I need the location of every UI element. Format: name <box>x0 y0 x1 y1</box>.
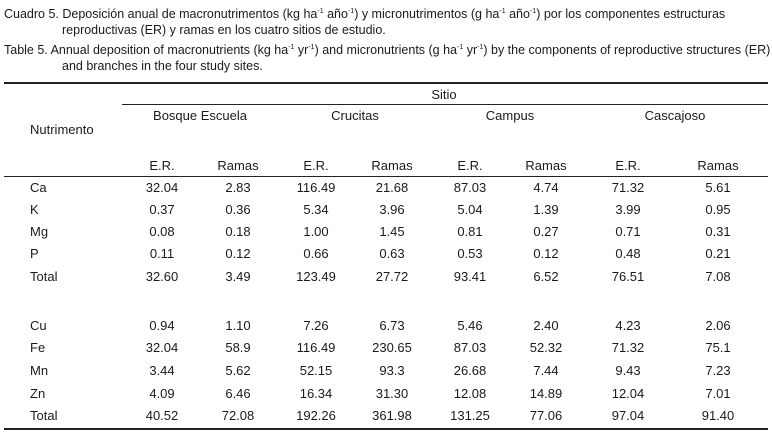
caption-superscript: -1 <box>288 44 295 51</box>
table-cell: 71.32 <box>611 180 645 195</box>
table-cell: 3.44 <box>149 363 175 378</box>
row-label: Mg <box>30 224 49 239</box>
caption-text: Table 5. Annual deposition of macronutrients (kg ha <box>4 43 289 57</box>
table-cell: 2.83 <box>225 180 251 195</box>
table-cell: 131.25 <box>450 408 490 423</box>
table-cell: 7.26 <box>303 318 329 333</box>
caption-spanish-line-2: reproductivas (ER) y ramas en los cuatro sitios de estudio. <box>62 23 386 37</box>
table-bottom-rule <box>4 428 768 430</box>
caption-superscript: -1 <box>529 8 537 15</box>
table-cell: 4.23 <box>615 318 641 333</box>
caption-text: yr <box>463 43 478 57</box>
table-cell: 2.40 <box>533 318 559 333</box>
column-subheader: Ramas <box>371 158 413 173</box>
table-cell: 0.94 <box>149 318 175 333</box>
caption-spanish-line-1 <box>4 6 768 22</box>
table-cell: 0.63 <box>379 246 405 261</box>
table-cell: 4.74 <box>533 180 559 195</box>
site-group-rule <box>122 104 768 105</box>
table-cell: 3.49 <box>225 269 251 284</box>
table-cell: 76.51 <box>611 269 645 284</box>
table-cell: 71.32 <box>611 340 645 355</box>
column-subheader: Ramas <box>217 158 259 173</box>
table-cell: 6.73 <box>379 318 405 333</box>
table-cell: 0.31 <box>705 224 731 239</box>
row-header: Nutrimento <box>30 122 94 137</box>
table-cell: 26.68 <box>453 363 487 378</box>
table-cell: 32.04 <box>145 180 179 195</box>
table-cell: 58.9 <box>225 340 251 355</box>
row-label: Ca <box>30 180 47 195</box>
site-header: Campus <box>485 108 535 123</box>
table-cell: 5.61 <box>705 180 731 195</box>
table-cell: 116.49 <box>296 340 336 355</box>
site-header: Crucitas <box>331 108 379 123</box>
table-cell: 0.95 <box>705 202 731 217</box>
table-cell: 0.08 <box>149 224 175 239</box>
caption-text: ) por los componentes estructuras <box>536 7 726 21</box>
caption-english-line-1 <box>4 42 771 58</box>
table-cell: 52.32 <box>529 340 563 355</box>
table-cell: 7.23 <box>705 363 731 378</box>
caption-text: ) y micronutrimentos (g ha <box>354 7 500 21</box>
header-bottom-rule <box>4 176 768 177</box>
table-cell: 91.40 <box>701 408 735 423</box>
table-cell: 0.18 <box>225 224 251 239</box>
table-cell: 93.41 <box>453 269 487 284</box>
table-cell: 0.71 <box>615 224 641 239</box>
table-cell: 12.08 <box>453 386 487 401</box>
row-label: Zn <box>30 386 46 401</box>
table-cell: 4.09 <box>149 386 175 401</box>
table-cell: 0.27 <box>533 224 559 239</box>
column-subheader: E.R. <box>149 158 175 173</box>
table-cell: 72.08 <box>221 408 255 423</box>
table-cell: 31.30 <box>375 386 409 401</box>
table-cell: 230.65 <box>372 340 412 355</box>
table-cell: 0.81 <box>457 224 483 239</box>
table-cell: 87.03 <box>453 180 487 195</box>
table-cell: 75.1 <box>705 340 731 355</box>
caption-superscript: -1 <box>347 8 355 15</box>
caption-superscript: -1 <box>308 44 315 51</box>
table-cell: 123.49 <box>296 269 336 284</box>
caption-superscript: -1 <box>477 44 484 51</box>
table-top-rule <box>4 82 768 84</box>
group-header: Sitio <box>431 87 457 102</box>
table-cell: 1.45 <box>379 224 405 239</box>
site-header: Bosque Escuela <box>153 108 247 123</box>
table-cell: 14.89 <box>529 386 563 401</box>
table-cell: 116.49 <box>296 180 336 195</box>
table-cell: 5.46 <box>457 318 483 333</box>
row-label: Mn <box>30 363 49 378</box>
row-label: Total <box>30 408 58 423</box>
table-cell: 5.04 <box>457 202 483 217</box>
table-cell: 0.48 <box>615 246 641 261</box>
table-cell: 1.10 <box>225 318 251 333</box>
caption-superscript: -1 <box>317 8 324 15</box>
column-subheader: E.R. <box>457 158 483 173</box>
caption-text: ) and micronutrients (g ha <box>314 43 458 57</box>
table-cell: 192.26 <box>296 408 336 423</box>
table-cell: 1.39 <box>533 202 559 217</box>
table-cell: 3.99 <box>615 202 641 217</box>
table-cell: 40.52 <box>145 408 179 423</box>
caption-text: Cuadro 5. Deposición anual de macronutrimentos (kg ha <box>4 7 318 21</box>
caption-text: ) by the components of reproductive structures (ER) <box>483 43 771 57</box>
column-subheader: E.R. <box>303 158 329 173</box>
row-label: P <box>30 246 39 261</box>
table-cell: 27.72 <box>375 269 409 284</box>
table-cell: 0.36 <box>225 202 251 217</box>
row-label: Total <box>30 269 58 284</box>
table-cell: 0.66 <box>303 246 329 261</box>
column-subheader: E.R. <box>615 158 641 173</box>
row-label: Fe <box>30 340 46 355</box>
table-cell: 97.04 <box>611 408 645 423</box>
table-cell: 93.3 <box>379 363 405 378</box>
table-cell: 2.06 <box>705 318 731 333</box>
column-subheader: Ramas <box>525 158 567 173</box>
table-cell: 12.04 <box>611 386 645 401</box>
caption-text: año <box>505 7 530 21</box>
table-cell: 7.01 <box>705 386 731 401</box>
row-label: Cu <box>30 318 47 333</box>
table-cell: 0.11 <box>149 246 175 261</box>
caption-text: yr <box>294 43 309 57</box>
caption-spanish <box>4 6 768 38</box>
table-cell: 5.62 <box>225 363 251 378</box>
table-cell: 6.46 <box>225 386 251 401</box>
table-cell: 0.37 <box>149 202 175 217</box>
caption-superscript: -1 <box>457 44 464 51</box>
table-cell: 16.34 <box>299 386 333 401</box>
caption-english-line-2: and branches in the four study sites. <box>62 59 263 73</box>
table-cell: 5.34 <box>303 202 329 217</box>
table-cell: 32.60 <box>145 269 179 284</box>
table-cell: 77.06 <box>529 408 563 423</box>
table-cell: 0.21 <box>705 246 731 261</box>
table-cell: 1.00 <box>303 224 329 239</box>
table-cell: 21.68 <box>375 180 409 195</box>
table-cell: 0.12 <box>225 246 251 261</box>
column-subheader: Ramas <box>697 158 739 173</box>
caption-english <box>4 42 771 74</box>
table-cell: 7.44 <box>533 363 559 378</box>
table-cell: 9.43 <box>615 363 641 378</box>
table-cell: 0.53 <box>457 246 483 261</box>
table-cell: 3.96 <box>379 202 405 217</box>
table-cell: 361.98 <box>372 408 412 423</box>
caption-text: año <box>323 7 348 21</box>
table-cell: 52.15 <box>299 363 333 378</box>
table-cell: 7.08 <box>705 269 731 284</box>
site-header: Cascajoso <box>644 108 706 123</box>
table-cell: 0.12 <box>533 246 559 261</box>
table-cell: 32.04 <box>145 340 179 355</box>
caption-superscript: -1 <box>499 8 506 15</box>
table-cell: 6.52 <box>533 269 559 284</box>
table-cell: 87.03 <box>453 340 487 355</box>
row-label: K <box>30 202 39 217</box>
